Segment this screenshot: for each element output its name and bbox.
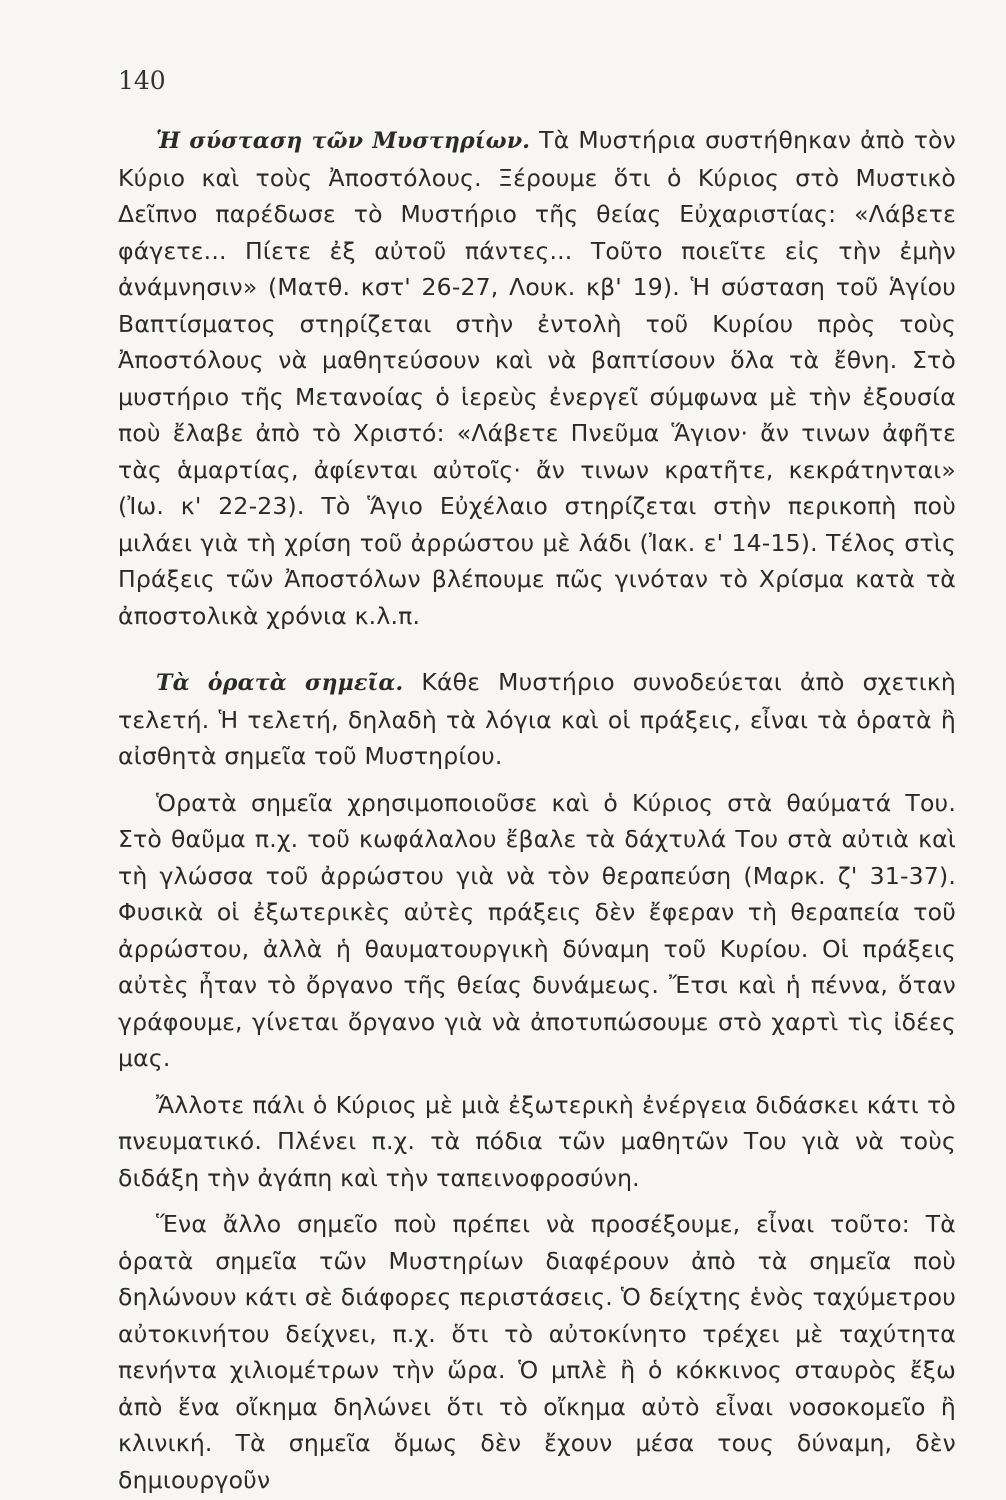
section-body-constitution: Τὰ Μυστήρια συστήθηκαν ἀπὸ τὸν Κύριο καὶ τοὺς Ἀποστόλους. Ξέρουμε ὅτι ὁ Κύριος στὸ Μυστικὸ Δεῖπνο παρέδωσε τὸ Μυστήριο τῆς θείας Εὐχαριστίας: «Λάβετε φάγετε... Πίετε ἐξ αὐτοῦ πάντες... Τοῦτο ποιεῖτε εἰς τὴν ἐμὴν ἀνάμνησιν» (Ματθ. κστ' 26-27, Λουκ. κβ' 19). Ἡ σύσταση τοῦ Ἁγίου Βαπτίσματος στηρίζεται στὴν ἐντολὴ τοῦ Κυρίου πρὸς τοὺς Ἀποστόλους νὰ μαθητεύσουν καὶ νὰ βαπτίσουν ὅλα τὰ ἔθνη. Στὸ μυστήριο τῆς Μετανοίας ὁ ἱερεὺς ἐνεργεῖ σύμφωνα μὲ τὴν ἐξουσία ποὺ ἔλαβε ἀπὸ τὸ Χριστό: «Λάβετε Πνεῦμα Ἅγιον· ἄν τινων ἀφῆτε τὰς ἁμαρτίας, ἀφίενται αὐτοῖς· ἄν τινων κρατῆτε, κεκράτηνται» (Ἰω. κ' 22-23). Τὸ Ἅγιο Εὐχέλαιο στηρίζεται στὴν περικοπὴ ποὺ μιλάει γιὰ τὴ χρίση τοῦ ἀρρώστου μὲ λάδι (Ἰακ. ε' 14-15). Τέλος στὶς Πράξεις τῶν Ἀποστόλων βλέπουμε πῶς γινόταν τὸ Χρίσμα κατὰ τὰ ἀποστολικὰ χρόνια κ.λ.π.	[118, 126, 957, 630]
section-heading-visible-signs: Τὰ ὁρατὰ σημεῖα.	[156, 670, 404, 696]
section-paragraph-constitution	[118, 122, 956, 634]
paragraph-gap	[118, 1077, 956, 1087]
paragraph-gap	[118, 1196, 956, 1206]
page-number: 140	[118, 66, 166, 95]
section-paragraph-visible-signs	[118, 664, 956, 775]
text-block	[118, 122, 956, 1498]
paragraph: Ὁρατὰ σημεῖα χρησιμοποιοῦσε καὶ ὁ Κύριος στὰ θαύματά Του. Στὸ θαῦμα π.χ. τοῦ κωφάλαλου ἔβαλε τὰ δάχτυλά Του στὰ αὐτιὰ καὶ τὴ γλώσσα τοῦ ἀρρώστου γιὰ νὰ τὸν θεραπεύση (Μαρκ. ζ' 31-37). Φυσικὰ οἱ ἐξωτερικὲς αὐτὲς πράξεις δὲν ἔφεραν τὴ θεραπεία τοῦ ἀρρώστου, ἀλλὰ ἡ θαυματουργικὴ δύναμη τοῦ Κυρίου. Οἱ πράξεις αὐτὲς ἦταν τὸ ὄργανο τῆς θείας δυνάμεως. Ἔτσι καὶ ἡ πέννα, ὅταν γράφουμε, γίνεται ὄργανο γιὰ νὰ ἀποτυπώσουμε στὸ χαρτὶ τὶς ἰδέες μας.	[118, 788, 956, 1072]
section-body-visible-signs: Κάθε Μυστήριο συνοδεύεται ἀπὸ σχετικὴ τελετή. Ἡ τελετή, δηλαδὴ τὰ λόγια καὶ οἱ πράξεις, εἶναι τὰ ὁρατὰ ἢ αἰσθητὰ σημεῖα τοῦ Μυστηρίου.	[118, 668, 956, 770]
section-gap	[118, 634, 956, 664]
paragraph: Ἄλλοτε πάλι ὁ Κύριος μὲ μιὰ ἐξωτερικὴ ἐνέργεια διδάσκει κάτι τὸ πνευματικό. Πλένει π.χ. τὰ πόδια τῶν μαθητῶν Του γιὰ νὰ τοὺς διδάξη τὴν ἀγάπη καὶ τὴν ταπεινοφροσύνη.	[118, 1090, 956, 1192]
paragraph-gap	[118, 775, 956, 785]
section-heading-constitution: Ἡ σύσταση τῶν Μυστηρίων.	[156, 128, 531, 154]
paragraph: Ἕνα ἄλλο σημεῖο ποὺ πρέπει νὰ προσέξουμε, εἶναι τοῦτο: Τὰ ὁρατὰ σημεῖα τῶν Μυστηρίων διαφέρουν ἀπὸ τὰ σημεῖα ποὺ δηλώνουν κάτι σὲ διάφορες περιστάσεις. Ὁ δείχτης ἑνὸς ταχύμετρου αὐτοκινήτου δείχνει, π.χ. ὅτι τὸ αὐτοκίνητο τρέχει μὲ ταχύτητα πενήντα χιλιομέτρων τὴν ὥρα. Ὁ μπλὲ ἢ ὁ κόκκινος σταυρὸς ἔξω ἀπὸ ἕνα οἴκημα δηλώνει ὅτι τὸ οἴκημα αὐτὸ εἶναι νοσοκομεῖο ἢ κλινική. Τὰ σημεῖα ὅμως δὲν ἔχουν μέσα τους δύναμη, δὲν δημιουργοῦν	[118, 1210, 956, 1494]
